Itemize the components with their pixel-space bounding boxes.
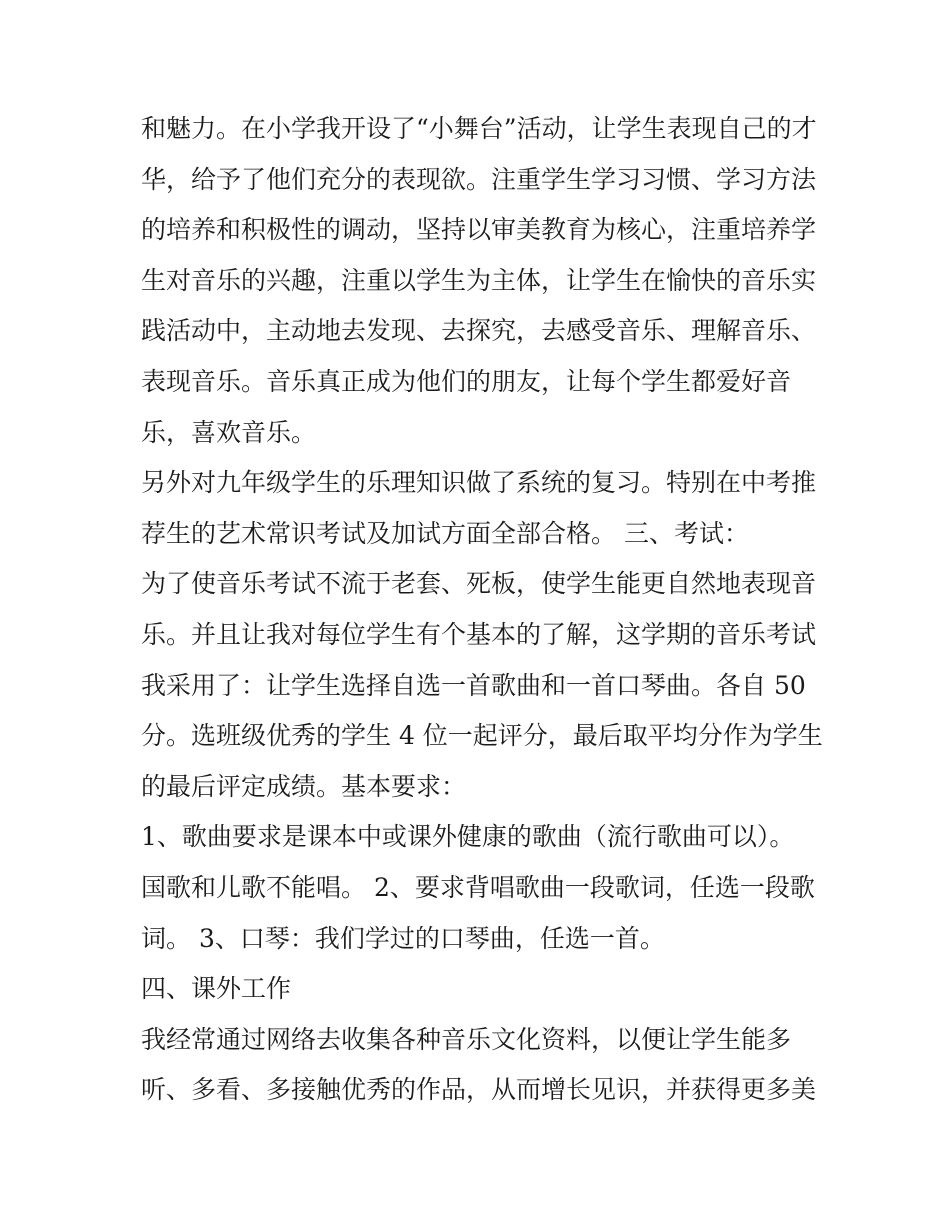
text-line: 华，给予了他们充分的表现欲。注重学生学习习惯、学习方法	[141, 164, 817, 194]
text-line: 另外对九年级学生的乐理知识做了系统的复习。特别在中考推	[141, 468, 817, 498]
body-text	[141, 104, 821, 1116]
text-line: 践活动中，主动地去发现、去探究，去感受音乐、理解音乐、	[141, 316, 817, 346]
text-line: 国歌和儿歌不能唱。 2、要求背唱歌曲一段歌词，任选一段歌	[141, 872, 815, 902]
text-line: 生对音乐的兴趣，注重以学生为主体，让学生在愉快的音乐实	[141, 265, 817, 295]
text-line: 的培养和积极性的调动，坚持以审美教育为核心，注重培养学	[141, 215, 817, 245]
text-line: 荐生的艺术常识考试及加试方面全部合格。 三、考试：	[141, 518, 749, 548]
text-line: 为了使音乐考试不流于老套、死板，使学生能更自然地表现音	[141, 569, 817, 599]
text-line: 听、多看、多接触优秀的作品，从而增长见识，并获得更多美	[141, 1075, 817, 1105]
text-line: 四、课外工作	[141, 974, 292, 1004]
text-line: 词。 3、口琴：我们学过的口琴曲，任选一首。	[141, 923, 665, 953]
text-line: 1、歌曲要求是课本中或课外健康的歌曲（流行歌曲可以）。	[141, 822, 795, 852]
text-line: 的最后评定成绩。基本要求：	[141, 771, 467, 801]
text-line: 乐，喜欢音乐。	[141, 417, 317, 447]
text-line: 和魅力。在小学我开设了“小舞台”活动，让学生表现自己的才	[141, 114, 817, 143]
text-line: 我经常通过网络去收集各种音乐文化资料，以便让学生能多	[141, 1024, 792, 1054]
text-line: 分。选班级优秀的学生 4 位一起评分，最后取平均分作为学生	[141, 721, 823, 751]
text-line: 乐。并且让我对每位学生有个基本的了解，这学期的音乐考试	[141, 619, 817, 649]
text-line: 我采用了：让学生选择自选一首歌曲和一首口琴曲。各自 50	[141, 670, 806, 700]
text-line: 表现音乐。音乐真正成为他们的朋友，让每个学生都爱好音	[141, 366, 792, 396]
